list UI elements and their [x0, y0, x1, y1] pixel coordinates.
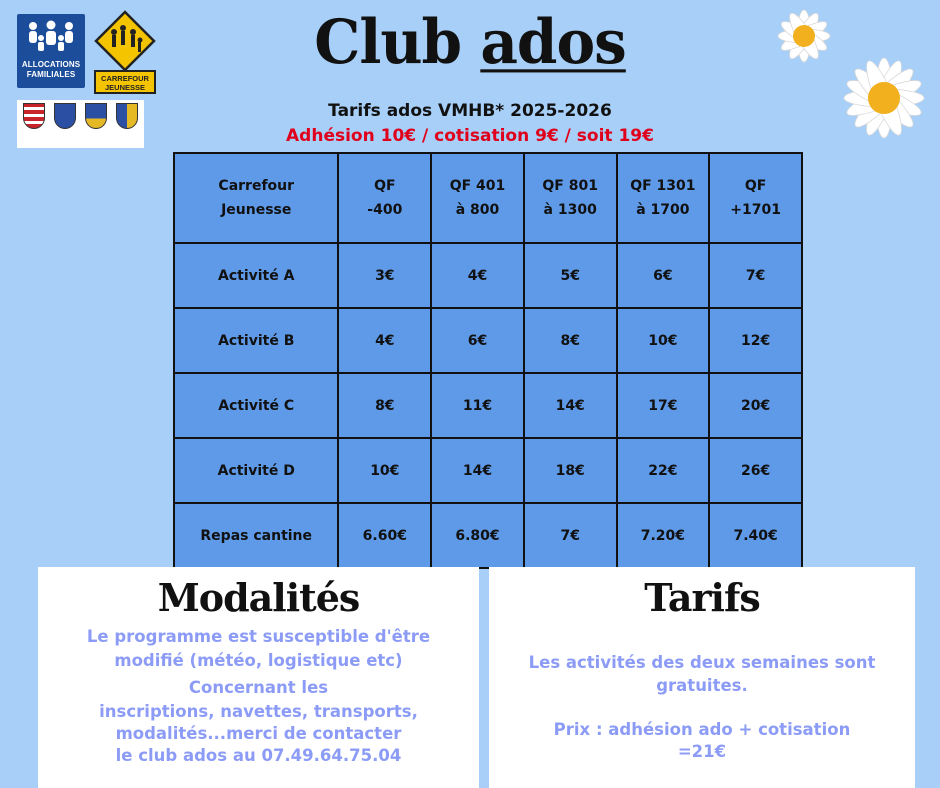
table-cell: 17€: [617, 373, 710, 438]
table-cell: 4€: [431, 243, 524, 308]
table-cell: 14€: [431, 438, 524, 503]
table-cell: 10€: [617, 308, 710, 373]
table-cell: Activité B: [174, 308, 338, 373]
table-header-cell: [431, 153, 524, 243]
jeunesse-label: JEUNESSE: [104, 83, 146, 92]
table-cell: 14€: [524, 373, 617, 438]
commune-crest: [52, 103, 79, 140]
table-row: [174, 308, 802, 373]
header-line: QF 1301: [630, 178, 696, 194]
table-header-cell: [338, 153, 431, 243]
title-part1: Club: [314, 6, 481, 78]
table-cell: 22€: [617, 438, 710, 503]
table-row: [174, 373, 802, 438]
commune-crest: [21, 103, 48, 140]
table-cell: 4€: [338, 308, 431, 373]
caf-logo-text: ALLOCATIONS FAMILIALES: [21, 60, 81, 79]
commune-crest: [82, 103, 109, 140]
tarifs-line: Les activités des deux semaines sont: [528, 653, 876, 672]
table-cell: 20€: [709, 373, 802, 438]
table-header-cell: [524, 153, 617, 243]
header-line: +1701: [730, 202, 781, 218]
tarifs-total: =21€: [677, 742, 727, 761]
table-cell: Repas cantine: [174, 503, 338, 568]
daisy-icon: [828, 46, 940, 150]
carrefour-label: CARREFOUR: [101, 74, 149, 83]
table-cell: 6€: [431, 308, 524, 373]
crest-red-icon: [23, 103, 45, 129]
table-header-cell: [174, 153, 338, 243]
header-line: à 1300: [543, 202, 597, 218]
pricing-summary: Adhésion 10€ / cotisation 9€ / soit 19€: [286, 126, 654, 146]
table-cell: 6.60€: [338, 503, 431, 568]
price-table: [173, 152, 803, 569]
table-cell: 7€: [524, 503, 617, 568]
table-row: [174, 438, 802, 503]
table-cell: 8€: [524, 308, 617, 373]
table-cell: 8€: [338, 373, 431, 438]
table-cell: 10€: [338, 438, 431, 503]
header-line: à 1700: [636, 202, 690, 218]
tarifs-card: [489, 567, 915, 788]
table-cell: 26€: [709, 438, 802, 503]
header-line: QF 801: [542, 178, 598, 194]
table-cell: 7€: [709, 243, 802, 308]
table-row: [174, 503, 802, 568]
header-line: Carrefour: [218, 178, 295, 194]
modalites-line: Concernant les: [188, 678, 329, 697]
header-line: QF: [744, 178, 767, 194]
table-cell: 7.20€: [617, 503, 710, 568]
table-cell: 5€: [524, 243, 617, 308]
table-cell: 7.40€: [709, 503, 802, 568]
commune-crests: [17, 100, 144, 148]
table-header-cell: [617, 153, 710, 243]
header-line: Jeunesse: [221, 202, 292, 218]
table-cell: Activité C: [174, 373, 338, 438]
title-part2: ados: [480, 6, 626, 78]
commune-crest: [113, 103, 140, 140]
caf-figures-icon: [25, 20, 77, 54]
crest-gold-icon: [116, 103, 138, 129]
table-row: [174, 243, 802, 308]
table-cell: 18€: [524, 438, 617, 503]
carrefour-jeunesse-logo: [90, 10, 160, 96]
header-line: à 800: [455, 202, 500, 218]
header-line: -400: [367, 202, 403, 218]
table-header-row: [174, 153, 802, 243]
table-header-cell: [709, 153, 802, 243]
table-cell: Activité A: [174, 243, 338, 308]
table-cell: 6€: [617, 243, 710, 308]
subtitle: Tarifs ados VMHB* 2025-2026: [328, 101, 612, 121]
modalites-card: [38, 567, 479, 788]
table-cell: 12€: [709, 308, 802, 373]
modalites-line: modalités...merci de contacter: [115, 724, 402, 743]
modalites-title: Modalités: [157, 575, 360, 620]
modalites-line: inscriptions, navettes, transports,: [99, 702, 418, 721]
tarifs-line: Prix : adhésion ado + cotisation: [553, 720, 851, 739]
caf-logo: [17, 14, 85, 88]
crest-blue-gold-icon: [85, 103, 107, 129]
crest-blue-icon: [54, 103, 76, 129]
tarifs-title: Tarifs: [644, 575, 760, 620]
modalites-line: modifié (météo, logistique etc): [114, 651, 403, 670]
table-cell: 3€: [338, 243, 431, 308]
warning-sign-icon: [90, 10, 160, 72]
header-line: QF: [374, 178, 396, 194]
header-line: QF 401: [449, 178, 506, 194]
table-cell: 6.80€: [431, 503, 524, 568]
table-cell: 11€: [431, 373, 524, 438]
tarifs-line: gratuites.: [656, 676, 748, 695]
modalites-contact: le club ados au 07.49.64.75.04: [115, 746, 402, 765]
page-title: [300, 6, 640, 77]
carrefour-jeunesse-label: [94, 70, 156, 94]
modalites-line: Le programme est susceptible d'être: [86, 627, 431, 646]
table-cell: Activité D: [174, 438, 338, 503]
